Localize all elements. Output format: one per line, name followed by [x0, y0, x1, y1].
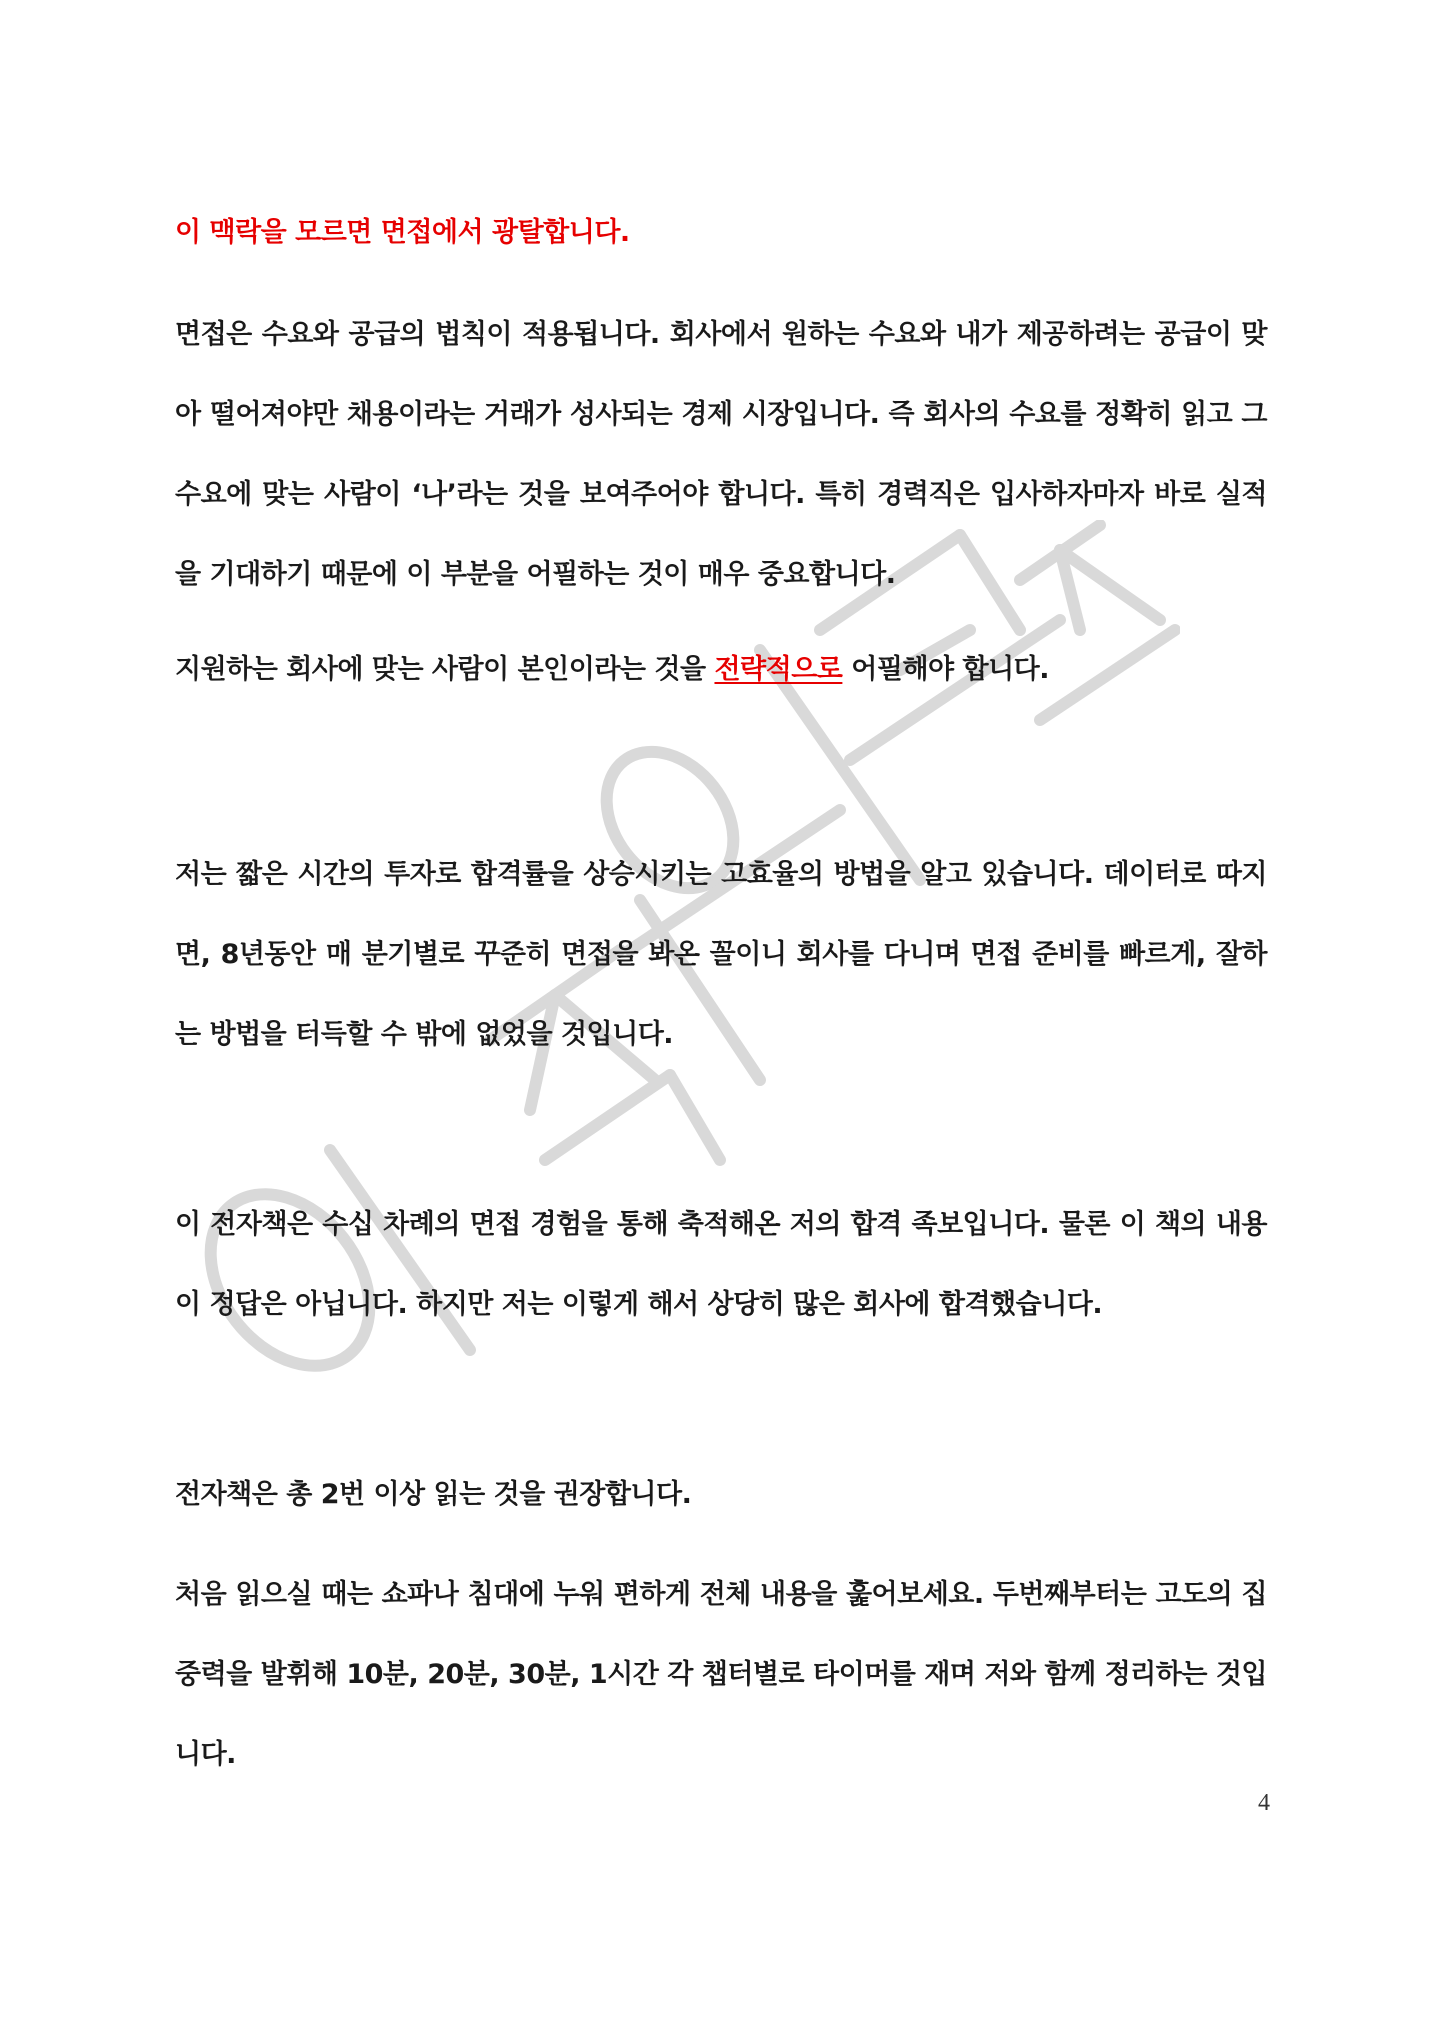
emphasis-after: 어필해야 합니다.	[842, 654, 1050, 685]
paragraph-ebook-intro: 이 전자책은 수십 차례의 면접 경험을 통해 축적해온 저의 합격 족보입니다. 물론 이 책의 내용이 정답은 아닙니다. 하지만 저는 이렇게 해서 상당히 많은 회사에 합격했습니다.	[175, 1209, 1267, 1320]
section-heading: 이 맥락을 모르면 면접에서 광탈합니다.	[175, 217, 630, 248]
page-number: 4	[1258, 1790, 1270, 1816]
emphasis-line	[175, 630, 1267, 710]
emphasis-before: 지원하는 회사에 맞는 사람이 본인이라는 것을	[175, 654, 715, 685]
paragraph-supply-demand: 면접은 수요와 공급의 법칙이 적용됩니다. 회사에서 원하는 수요와 내가 제공하려는 공급이 맞아 떨어져야만 채용이라는 거래가 성사되는 경제 시장입니다. 즉 회사의 수요를 정확히 읽고 그 수요에 맞는 사람이 ‘나’라는 것을 보여주어야 합니다. 특히 경력직은 입사하자마자 바로 실적을 기대하기 때문에 이 부분을 어필하는 것이 매우 중요합니다.	[175, 319, 1267, 590]
emphasis-highlight: 전략적으로	[714, 654, 843, 685]
paragraph-read-twice: 전자책은 총 2번 이상 읽는 것을 권장합니다.	[175, 1479, 692, 1510]
paragraph-reading-method: 처음 읽으실 때는 쇼파나 침대에 누워 편하게 전체 내용을 훑어보세요. 두번째부터는 고도의 집중력을 발휘해 10분, 20분, 30분, 1시간 각 챕터별로 타이머를 재며 저와 함께 정리하는 것입니다.	[175, 1579, 1267, 1770]
paragraph-efficiency: 저는 짧은 시간의 투자로 합격률을 상승시키는 고효율의 방법을 알고 있습니다. 데이터로 따지면, 8년동안 매 분기별로 꾸준히 면접을 봐온 꼴이니 회사를 다니며 면접 준비를 빠르게, 잘하는 방법을 터득할 수 밖에 없었을 것입니다.	[175, 859, 1267, 1050]
